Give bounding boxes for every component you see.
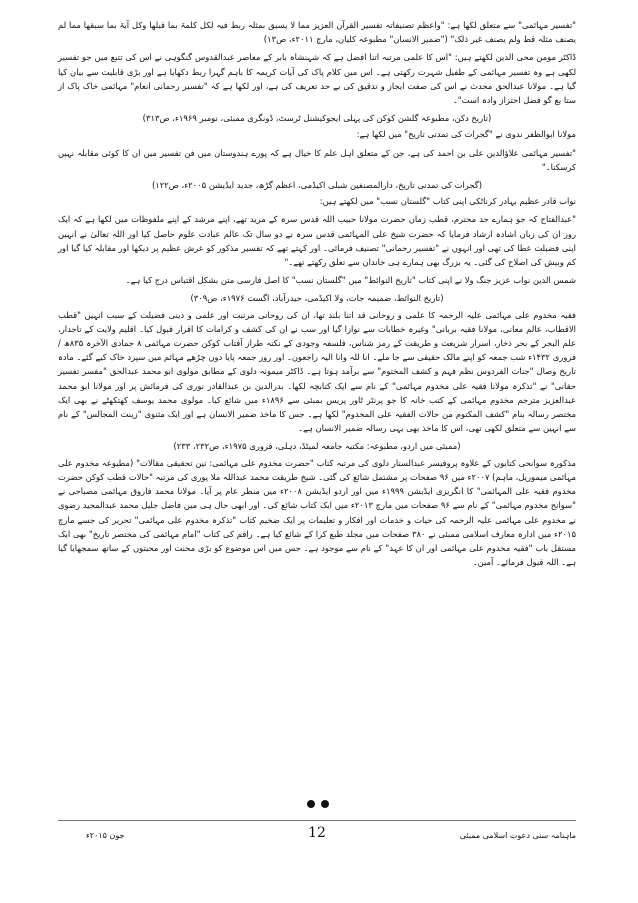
section-end-ornament [298, 800, 338, 812]
dot-icon [321, 800, 329, 808]
citation: (گجرات کی تمدنی تاریخ، دارالمصنفین شبلی اکیڈمی، اعظم گڑھ، جدید ایڈیشن ۲۰۰۵ء، ص۱۲۲) [151, 180, 483, 191]
citation: (تاریخ دکن، مطبوعہ گلشن کوکن کی پہلی ایجوکیشنل ٹرسٹ، ڈونگری ممبئی، نومبر ۱۹۶۹ء، ص۳۱۳) [142, 113, 492, 124]
paragraph: مولانا ابوالظفر ندوی نے "گجرات کی تمدنی تاریخ" میں لکھا ہے: [356, 129, 576, 140]
paragraph: ڈاکٹر مومن محی الدین لکھتے ہیں: "اس کا علمی مرتبہ اتنا افضل ہے کہ شہنشاہ بابر کے معاصر عبدالقدوس گنگوہی نے اس کی تتبع میں جو تفسیر لکھی ہے وہ تفسیر مہائمی کے طفیل شہرت رکھتی ہے۔ اس میں کلام پاک کی آیات کریمہ کا باہم گہرا ربط دکھایا ہے اور بڑی قابلیت سے بیان کیا گیا ہے۔ مولانا عبدالحق محدث نے اس کی صفت ایجاز و تدقیق کی بے حد تعریف کی ہے، اور لکھا ہے کہ "تفسیر رحمانی انعام" مہائمی خاک پاک از ستا یع گو فضل احتزاز وادہ است"۔ [58, 52, 576, 106]
paragraph: "تفسیر مہائمی" سے متعلق لکھا ہے: "واعظم تصنیفاتہ تفسیر القرآن العزیز مما لا یسبق بمثلہ ربط فیہ لکل کلمۃ بما قبلھا وکل آیۃ بما سبقھا مما لم یصنف مثلہ قط ولم یصنف غیر ذلک" ("ضمیر الانسان" مطبوعہ کلیان، مارچ ۲۰۱۱ء، ص۱۳) [58, 20, 576, 45]
article-body [58, 18, 576, 573]
citation: (تاریخ النوائط، ضمیمہ جات، ولا اکیڈمی، حیدرآباد، اگست ۱۹۷۶ء، ص۳۰۹) [190, 293, 444, 304]
dot-icon [307, 800, 315, 808]
quote: "عبدالفتاح کہ جو ہمارے جد محترم، قطب زماں حضرت مولانا حبیب اللہ قدس سرہ کے مرید تھے، اپنے مرشد کے اپنے ملفوظات میں لکھا ہے کہ ایک روز ان کی زبان اشادہ ارشاد فرمایا کہ حضرت شیخ علی المہائمی قدس سرہ نے دو سال تک عالم عبادت علوم حاصل کیا اور اللہ تعالیٰ نے انہیں اپنی فضیلت عطا کی تھی اور انہوں نے "تفسیر رحمانی" تصنیف فرمائی۔ اور کہتے تھے کہ تفسیر مذکور کو عرش عظیم پر دیکھا اور مقابلہ کیا گیا اور کم وبیش کی اصلاح کی گئی۔ یہ بزرگ بھی ہمارے ہی خاندان سے تعلق رکھتے تھے۔" [58, 214, 576, 268]
quote: "تفسیر مہائمی علاؤالدین علی بن احمد کی ہے، جن کے متعلق اہل علم کا خیال ہے کہ پورے ہندوستان میں فن تفسیر میں ان کا کوئی مقابلہ نہیں کرسکتا۔" [58, 147, 576, 172]
paragraph: شمس الدین نواب عزیز جنگ ولا نے اپنی کتاب "تاریخ النوائط" میں "گلستان نسب" کا اصل فارسی متن بشکل اقتباس درج کیا ہے۔ [125, 275, 576, 286]
paragraph: مذکورہ سوانحی کتابوں کے علاوہ پروفیسر عبدالستار دلوی کی مرتبہ کتاب "حضرت مخدوم علی مہائمی: تین تحقیقی مقالات" (مطبوعہ مخدوم علی مہائمی میموریل، ماہم) ۲۰۰۷ء میں ۹۶ صفحات پر مشتمل شائع کی گئی۔ شیخ طریقت محمد عبداللہ ملا پوری کی مرتبہ "حالات قطب کوکن حضرت مخدوم فقیہ علی المہائمی" کا انگریزی ایڈیشن ۱۹۹۹ء میں اور اردو ایڈیشن ۲۰۰۸ء میں منظر عام پر آیا۔ مولانا محمد فاروق مہائمی مصباحی نے "سوانح مخدوم مہائمی" کے نام سے ۹۶ صفحات میں مارچ ۲۰۱۳ء میں ایک کتاب شائع کی۔ اور ابھی حال ہی میں فاضل جلیل محمد عبدالمجید رضوی نے مخدوم علی مہائمی علیہ الرحمہ کی حیات و خدمات اور افکار و تعلیمات پر ایک ضخیم کتاب "تذکرہ مخدوم علی مہائمی" تحریر کی جسے مارچ ۲۰۱۵ء میں ادارہ معارف اسلامی ممبئی نے ۳۸۰ صفحات میں مجلد طبع کرا کے شائع کیا ہے۔ راقم کی کتاب "امام مہائمی کی مختصر تاریخ" بھی ایک مستقل باب "فقیہ مخدوم علی مہائمی اور ان کا عہد" کے نام سے موجود ہے۔ جس میں اس موضوع کو بڑی محنت اور محبتوں کے ساتھ سمجھایا گیا ہے۔ اللہ قبول فرمائے۔ آمین۔ [58, 457, 577, 568]
issue-date: جون ۲۰۱۵ء [86, 831, 125, 840]
magazine-name: ماہنامہ سنی دعوت اسلامی ممبئی [459, 831, 576, 840]
page-footer [58, 820, 576, 845]
paragraph: فقیہ مخدوم علی مہائمی علیہ الرحمہ کا علمی و روحانی قد اتنا بلند تھا، ان کی روحانی مرتبت اور علمی و دینی فضیلت کے سبب انہیں "قطب الاقطاب، عالم معانی، مولانا فقیہ بربانی" وغیرہ خطابات سے نوازا گیا اور سب نے ان کی کشف و کرامات کا اقرار قبول کیا۔ اقلیم ولایت کے تاجدار، علم البحر کے بحر ذخار، اسرار شریعت و طریقت کے رمز شناس، فلسفہ وجودی کے نکتہ طراز آفتاب کوکن حضرت مہائمی ۸ جمادی الآخرہ ۸۳۵ھ / فروری ۱۴۳۲ء شب جمعہ کو اپنے مالک حقیقی سے جا ملے۔ انا للہ وانا الیہ راجعون۔ اور روز جمعہ پایا دون چڑھے مہائم میں سپرد خاک کیے گئے۔ مادہ تاریخ وصال "جنات الفردوس نظم فہم و کشف المختوم" سے برآمد ہوتا ہے۔ ڈاکٹر میمونہ دلوی کے مطابق مولوی ابو محمد عبدالحق "مفسر تفسیر حقانی" نے "تذکرہ مولانا فقیہ علی مخدوم مہائمی" کے نام سے ایک کتابچہ لکھا۔ بدرالدین بن عبدالقادر نوری کی فرمائش پر اور مولانا ابو محمد عبدالعزیز مترجم مخدوم مہائمی کے کتب خانہ کا جو پرنٹر ٹاور پریس بمبئی سے ۱۸۹۶ء میں شائع کیا۔ مولوی محمد یوسف کھتکھٹے نے بھی ایک مختصر رسالہ بنام "کشف المکتوم من حالات الفقیہ علی المخدوم" لکھا ہے۔ جس کا ماخذ ضمیر الانسان ہے اور ایک مثنوی "زینت المجالس" کے نام سے انہیں سے متعلق لکھی تھی، اس کا ماخذ بھی یہی رسالہ ضمیر الانسان ہے۔ [58, 309, 576, 434]
page-number: 12 [308, 825, 326, 841]
citation: (ممبئی میں اردو، مطبوعہ: مکتبہ جامعہ لمیٹڈ، دہلی، فروری ۱۹۷۵ء، ص۲۳۲، ۲۳۳) [173, 441, 461, 452]
paragraph: نواب قادر عظیم بہادر کرناٹکی اپنی کتاب "گلستان نسب" میں لکھتے ہیں: [319, 196, 576, 207]
